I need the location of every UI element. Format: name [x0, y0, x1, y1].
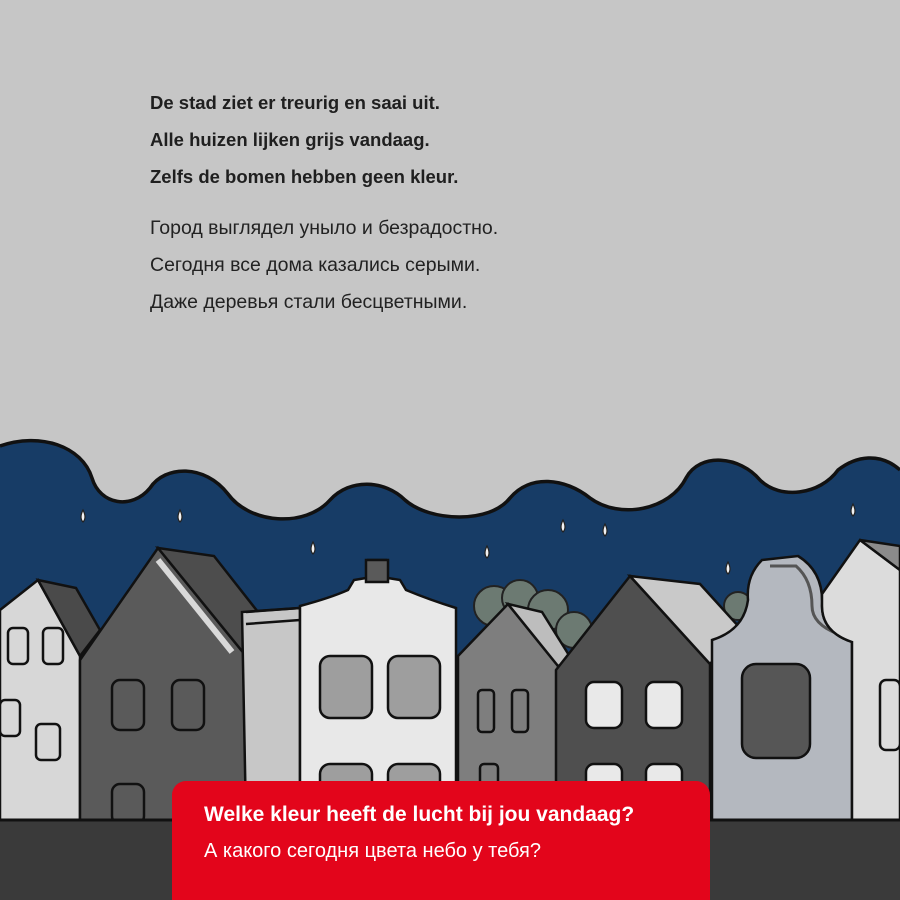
raindrop [311, 542, 315, 554]
raindrop [81, 510, 85, 522]
raindrop [726, 562, 730, 574]
raindrop [603, 524, 607, 536]
question-dutch: Welke kleur heeft de lucht bij jou vandaag? [204, 803, 635, 826]
question-box [172, 781, 710, 900]
question-russian: А какого сегодня цвета небо у тебя? [204, 840, 541, 862]
russian-line: Сегодня все дома казались серыми. [150, 254, 481, 276]
dutch-line: De stad ziet er treurig en saai uit. [150, 92, 440, 113]
raindrop [851, 504, 855, 516]
russian-line: Город выглядел уныло и безрадостно. [150, 217, 499, 239]
dutch-line: Alle huizen lijken grijs vandaag. [150, 129, 430, 150]
raindrop [485, 546, 489, 558]
raindrop [561, 520, 565, 532]
raindrop [178, 510, 182, 522]
dutch-line: Zelfs de bomen hebben geen kleur. [150, 166, 459, 187]
russian-line: Даже деревья стали бесцветными. [150, 291, 468, 313]
dutch-text [150, 84, 458, 195]
russian-text [150, 210, 498, 321]
